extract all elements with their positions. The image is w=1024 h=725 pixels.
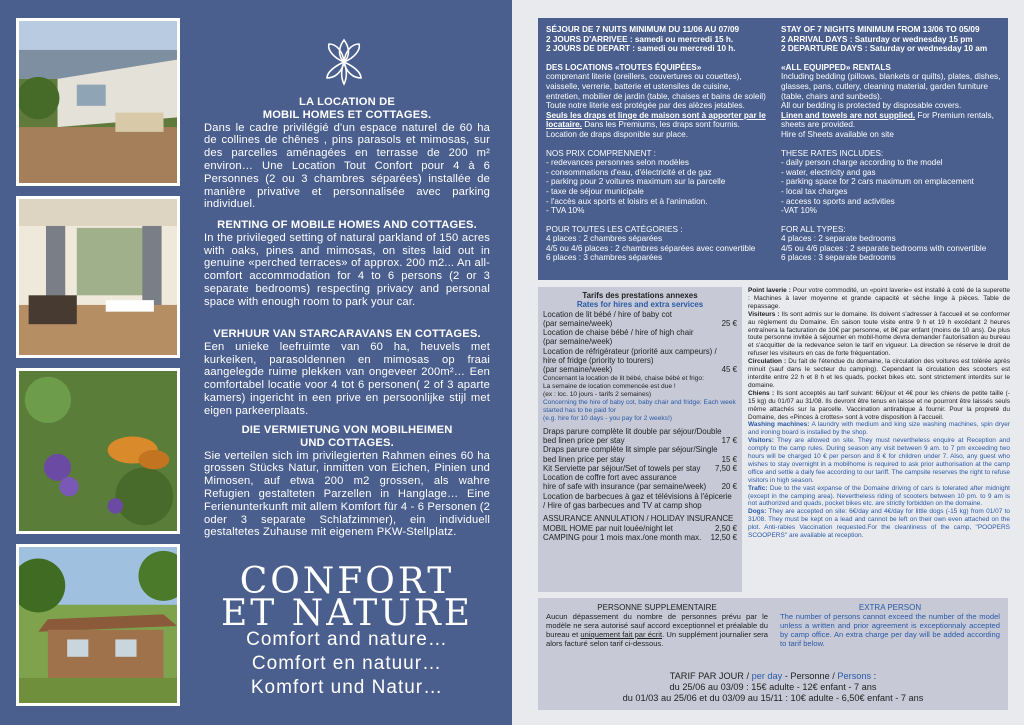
rule-dogs-en-title: Dogs: bbox=[748, 508, 767, 516]
low-season-rate: du 01/03 au 25/06 et du 03/09 au 15/11 : 10€ adulte - 6,50€ enfant - 7 ans bbox=[622, 693, 924, 703]
extra-person-en-text: The number of persons cannot exceed the number of the model unless a written and prior agreement is exceptionnaly accepted by camp office. An extra charge per day will be added according to tarif below. bbox=[780, 612, 1000, 648]
de-title-line2: UND COTTAGES. bbox=[300, 436, 394, 449]
page-spine bbox=[512, 0, 524, 725]
fr-includes-title: NOS PRIX COMPRENNENT : bbox=[546, 148, 656, 158]
en-include-4: - local tax charges bbox=[781, 186, 848, 196]
photo-cottage bbox=[16, 544, 180, 706]
rule-laundry-text: Pour votre commodité, un «point laverie» est installé à coté de la superette : Machines à laver moyenne et grande capacité et sèche linge à pièces. Table de repassage. bbox=[748, 287, 1010, 310]
rate-value: 20 € bbox=[721, 482, 737, 492]
fr-include-5: - l'accès aux sports et loisirs et à l'animation. bbox=[546, 196, 708, 206]
en-category-3: 6 places : 3 separate bedrooms bbox=[781, 253, 896, 263]
rate-label: Location de barbecues à gaz et télévisions à l'épicerie bbox=[543, 491, 732, 501]
rate-label: hire of fridge (priority to tourers) bbox=[543, 356, 654, 366]
fr-include-4: - taxe de séjour municipale bbox=[546, 186, 644, 196]
hire-note-fr-2: La semaine de location commencée est due ! bbox=[543, 382, 676, 390]
fr-title-line1: LA LOCATION DE bbox=[299, 96, 395, 108]
stay-info-box bbox=[538, 18, 1008, 280]
rate-row bbox=[543, 365, 737, 374]
fr-category-2: 4/5 ou 4/6 places : 2 chambres séparées avec convertible bbox=[546, 243, 756, 253]
fr-categories-title: POUR TOUTES LES CATÉGORIES : bbox=[546, 224, 683, 234]
en-include-5: - access to sports and activities bbox=[781, 196, 895, 206]
subtitle-de: Komfort und Natur… bbox=[250, 677, 444, 698]
extra-person-fr-text: Aucun dépassement du nombre de personnes prévu par le modèle ne sera autorisé sauf accord exceptionnel et préalable du bureau et bbox=[546, 612, 768, 639]
fr-min-stay: SÉJOUR DE 7 NUITS MINIMUM DU 11/06 AU 07/09 bbox=[546, 25, 740, 34]
en-include-2: - water, electricity and gas bbox=[781, 167, 876, 177]
rule-visitors-en-title: Visitors: bbox=[748, 437, 774, 445]
rate-value: 15 € bbox=[721, 454, 737, 464]
en-rentals-title: «ALL EQUIPPED» RENTALS bbox=[781, 62, 891, 72]
rate-label: bed linen price per stay bbox=[543, 435, 625, 445]
fr-category-1: 4 places : 2 chambres séparées bbox=[546, 234, 663, 244]
rate-row bbox=[543, 436, 737, 445]
stay-info-en bbox=[781, 25, 1001, 263]
en-premium-note: For Premium rentals, sheets are provided. bbox=[781, 110, 994, 130]
rule-dogs-en-text: They are accepted on site: 6€/day and 4€/day for little dogs (-15 kg) from 01/07 to 31/08. They must be kept on a lead and cannot be left on their own even attached on the plot. Anti-rabies Vaccination requested.For the cleanliness of the camp, "POOPERS SCOOPERS" are available at reception. bbox=[748, 508, 1010, 540]
de-intro-section bbox=[204, 424, 490, 539]
fr-include-6: - TVA 10% bbox=[546, 206, 585, 216]
rule-traffic-text: Du fait de l'étendue du domaine, la circulation des voitures est tolérée après minuit (sauf dans le secteur du camping). Cependant la circulation des scooters est interdite entre 22 h et 8 h et les quads, pocket bikes etc. sont strictement interdits sur le domaine. bbox=[748, 358, 1010, 389]
hire-note-fr-1: Concernant la location de lit bébé, chaise bébé et frigo: bbox=[543, 374, 704, 382]
en-include-3: - parking space for 2 cars maximum on emplacement bbox=[781, 177, 974, 187]
rate-label: Location de réfrigérateur (priorité aux campeurs) / bbox=[543, 346, 717, 356]
fr-arrival-days: 2 JOURS D'ARRIVEE : samedi ou mercredi 15 h. bbox=[546, 34, 734, 44]
nl-intro-section bbox=[204, 328, 490, 418]
de-intro-text: Sie verteilen sich im privilegierten Rahmen eines 60 ha grossen Stücks Natur, inmitten von Eichen, Pinien und Mimosen, auf etwa 200 m2 grossen, als wahre Refugien gestalteten Parzellen in Hanglage… Eine Ferienunterkunft mit allem Komfort für 4 - 6 Personen (2 oder 3 separate Schlafzimmer), ein individuell gestaltetes Zuhause mit eigenem PKW-Stellplatz. bbox=[204, 449, 490, 539]
en-category-2: 4/5 ou 4/6 places : 2 separate bedrooms with convertible bbox=[781, 243, 987, 253]
photo-butterfly-flowers bbox=[16, 368, 180, 534]
rate-label: (par semaine/week) bbox=[543, 318, 613, 328]
persons-label-en: Persons bbox=[837, 671, 872, 681]
rule-visitors-text: Ils sont admis sur le domaine. Ils doivent s'adresser à l'accueil et se conformer au règlement du Domaine. En saison toute visite entre 9 h et 19 h excédant 2 heures entraînera la facturation de 10€ par personne, et 8€ par enfant (moins de 10 ans). De plus toute personne invitée à séjourner en mobil-home devra demander l'autorisation au bureau et s'acquitter de la redevance selon le tarif en vigueur. La direction se réserve le droit de refuser les visiteurs en cas de forte fréquentation. bbox=[748, 310, 1011, 358]
rate-label: MOBIL HOME par nuit louée/night let bbox=[543, 523, 673, 533]
rate-row bbox=[543, 328, 737, 337]
fr-linen-note: Seuls les draps et linge de maison sont à apporter par le locataire. bbox=[546, 110, 766, 130]
nl-title: VERHUUR VAN STARCARAVANS EN COTTAGES. bbox=[213, 328, 481, 340]
hire-note-en-1: Concerning the hire of baby cot, baby chair and fridge: Each week started has to be paid for bbox=[543, 398, 736, 414]
rate-value: 2,50 € bbox=[715, 523, 737, 533]
hire-note-fr-3: (ex : loc. 10 jours - tarifs 2 semaines) bbox=[543, 390, 652, 398]
rate-row bbox=[543, 464, 737, 473]
rate-row bbox=[543, 455, 737, 464]
rule-visitors-en-text: They are allowed on site. They must nevertheless enquire at Reception and comply to the camp rules. During season any visit between 9 am. to 7 pm exceeding two hours will be charged 10 € per person and 8 € for children under 7. Also, any guest who wishes to stay overnight in a mobilhome is required to ask prior authorisation at the camp office and settle a daily fee according to our tariff. The campsite reserves the right to refuse visitors in high season. bbox=[748, 437, 1010, 484]
daily-rate-label-fr: TARIF PAR JOUR / bbox=[669, 671, 752, 681]
rate-row bbox=[543, 347, 737, 356]
extra-person-fr-title: PERSONNE SUPPLEMENTAIRE bbox=[597, 603, 717, 612]
rule-trafic-en-title: Trafic: bbox=[748, 484, 768, 492]
fr-category-3: 6 places : 3 chambres séparées bbox=[546, 253, 663, 263]
camp-rules bbox=[748, 287, 1010, 540]
en-bedding-note: All our bedding is protected by disposable covers. bbox=[781, 101, 962, 111]
en-sheets-hire: Hire of Sheets available on site bbox=[781, 129, 894, 139]
extra-services-rates bbox=[538, 287, 742, 592]
photo-terrace-mobile-home bbox=[16, 18, 180, 186]
en-include-6: -VAT 10% bbox=[781, 206, 817, 216]
rule-visitors-title: Visiteurs : bbox=[748, 310, 780, 318]
rate-label: Location de chaise bébé / hire of high chair bbox=[543, 328, 694, 338]
colon: : bbox=[871, 671, 877, 681]
fr-intro-text: Dans le cadre privilégié d'un espace naturel de 60 ha de collines de chênes , pins parasols et mimosas, sur des parcelles aménagées en terrasse de 200 m² environ… Une Location Tout Confort pour 4 à 6 Personnes (2 ou 3 chambres séparées) installée de manière privative et personnalisée avec parking individuel. bbox=[204, 121, 490, 211]
subtitle-nl: Comfort en natuur… bbox=[251, 653, 443, 674]
rule-washing-text: A laundry with medium and king size washing machines, spin dryer and ironing board is installed by the shop. bbox=[748, 421, 1010, 437]
hire-note-en-2: (e.g. hire for 10 days - you pay for 2 weeks!) bbox=[543, 414, 673, 422]
headline-confort: CONFORT bbox=[239, 561, 455, 602]
rate-label: CAMPING pour 1 mois max./one month max. bbox=[543, 532, 702, 542]
rate-label: Location de coffre fort avec assurance bbox=[543, 473, 677, 483]
insurance-title: ASSURANCE ANNULATION / HOLIDAY INSURANCE bbox=[543, 514, 734, 524]
rate-row bbox=[543, 501, 737, 510]
fr-title-line2: MOBIL HOMES ET COTTAGES. bbox=[262, 108, 432, 121]
en-arrival-days: 2 ARRIVAL DAYS : Saturday or wednesday 15 pm bbox=[781, 34, 973, 44]
fr-bedding-note: Toute notre literie est protégée par des alèzes jetables. bbox=[546, 101, 745, 111]
rule-trafic-en-text: Due to the vast expanse of the Domaine driving of cars is tolerated after midnight (except in the camping area). Nevertheless riding of scooters between 10 pm. to 9 am is not authorized and quads, pocket bikes etc. are strictly forbidden on the domaine. bbox=[748, 484, 1010, 508]
rate-row bbox=[543, 492, 737, 501]
fr-include-1: - redevances personnes selon modèles bbox=[546, 158, 689, 168]
en-category-1: 4 places : 2 separate bedrooms bbox=[781, 234, 896, 244]
extra-person-box bbox=[538, 598, 1008, 710]
en-min-stay: STAY OF 7 NIGHTS MINIMUM FROM 13/06 TO 05/09 bbox=[781, 25, 980, 34]
en-include-1: - daily person charge according to the model bbox=[781, 158, 943, 168]
rate-value: 12,50 € bbox=[710, 532, 737, 542]
rate-value: 45 € bbox=[721, 365, 737, 375]
en-departure-days: 2 DEPARTURE DAYS : Saturday or wednesday 10 am bbox=[781, 44, 988, 54]
rate-row bbox=[543, 356, 737, 365]
headline-et-nature: ET NATURE bbox=[221, 593, 473, 634]
rate-label: / Hire of gas barbecues and TV at camp shop bbox=[543, 501, 702, 511]
fr-rentals-text: comprenant literie (oreillers, couvertures ou couettes), vaisselle, verrerie, batterie et ustensiles de cuisine, entretien, mobilier de jardin (table, chaises et bains de soleil) bbox=[546, 72, 766, 101]
fr-include-2: - consommations d'eau, d'électricité et de gaz bbox=[546, 167, 712, 177]
rates-title-fr: Tarifs des prestations annexes bbox=[582, 291, 698, 300]
rule-laundry-title: Point laverie : bbox=[748, 287, 791, 294]
rate-row bbox=[543, 337, 737, 346]
rate-label: hire of safe with insurance (par semaine/week) bbox=[543, 482, 707, 492]
daily-rate-title bbox=[538, 671, 1008, 682]
rule-dogs-title: Chiens : bbox=[748, 389, 775, 397]
en-includes-title: THESE RATES INCLUDES: bbox=[781, 148, 884, 158]
en-linen-note: Linen and towels are not supplied. bbox=[781, 110, 916, 120]
rate-value: 7,50 € bbox=[715, 463, 737, 473]
fr-premium-note: Dans les Premiums, les draps sont fournis. Location de draps disponible sur place. bbox=[546, 120, 740, 139]
flower-logo-icon bbox=[317, 32, 371, 88]
rate-label: bed linen price per stay bbox=[543, 454, 625, 464]
rate-row bbox=[543, 310, 737, 319]
fr-departure-days: 2 JOURS DE DEPART : samedi ou mercredi 10 h. bbox=[546, 44, 736, 54]
rate-label: Kit Serviette par séjour/Set of towels per stay bbox=[543, 463, 701, 473]
fr-include-3: - parking pour 2 voitures maximum sur la parcelle bbox=[546, 177, 726, 187]
rate-label: (par semaine/week) bbox=[543, 337, 613, 347]
rate-row bbox=[543, 533, 737, 542]
extra-person-fr-underlined: uniquement fait par écrit bbox=[580, 630, 663, 639]
rate-row bbox=[543, 482, 737, 491]
daily-rate-label-en: per day bbox=[751, 671, 783, 681]
de-title-line1: DIE VERMIETUNG VON MOBILHEIMEN bbox=[241, 424, 453, 436]
rate-label: Draps parure complète lit simple par séjour/Single bbox=[543, 445, 718, 455]
rate-label: Draps parure complète lit double par séjour/Double bbox=[543, 426, 722, 436]
en-title: RENTING OF MOBILE HOMES AND COTTAGES. bbox=[217, 219, 477, 231]
rate-row bbox=[543, 427, 737, 436]
rate-label: (par semaine/week) bbox=[543, 365, 613, 375]
extra-person-fr-text-end: . Un supplément journalier sera alors facturé selon tarif ci-dessous. bbox=[546, 630, 768, 648]
subtitle-en: Comfort and nature… bbox=[246, 629, 448, 650]
rule-traffic-title: Circulation : bbox=[748, 358, 787, 366]
rate-row bbox=[543, 319, 737, 328]
stay-info-fr bbox=[546, 25, 766, 263]
rule-dogs-text: Ils sont acceptés au tarif suivant: 6€/jour et 4€ pour les chiens de petite taille (- 15 kg) du 01/07 au 31/08. Ils devront être tenus en laisse et ne pourront être laissés seuls même attachés sur la parcelle. Vaccination antirabique à fournir. Pour la propreté du Domaine, des «Pinces à crottes» sont à votre disposition à l'accueil. bbox=[748, 389, 1010, 421]
en-intro-text: In the privileged setting of natural parkland of 150 acres with oaks, pines and mimosas, on sites laid out in genuine «perched terraces» of approx. 200 m2... An all-comfort accommodation for 4 to 6 persons (2 or 3 separate bedrooms) respecting privacy and personal space with enough room to park your car. bbox=[204, 231, 490, 308]
rate-value: 17 € bbox=[721, 435, 737, 445]
rate-row bbox=[543, 524, 737, 533]
en-intro-section bbox=[204, 219, 490, 309]
rate-row bbox=[543, 473, 737, 482]
persons-label-fr: - Personne / bbox=[782, 671, 838, 681]
rate-row bbox=[543, 445, 737, 454]
rate-value: 25 € bbox=[721, 318, 737, 328]
extra-person-en-title: EXTRA PERSON bbox=[858, 603, 922, 612]
rates-title-en: Rates for hires and extra services bbox=[576, 300, 704, 310]
fr-rentals-title: DES LOCATIONS «TOUTES ÉQUIPÉES» bbox=[546, 62, 702, 72]
extra-person-en bbox=[780, 603, 1000, 648]
photo-interior bbox=[16, 196, 180, 358]
en-categories-title: FOR ALL TYPES: bbox=[781, 224, 846, 234]
rule-washing-title: Washing machines: bbox=[748, 421, 810, 429]
nl-intro-text: Een unieke leefruimte van 60 ha, heuvels met kurkeiken, parasoldennen en mimosas op fraai aangelegde ruime plekken van ongeveer 200m²… Een comfortabel locatie voor 4 tot 6 personen( 2 of 3 aparte kamers) ingericht in een prive en persoonlijke stijl met eigen parkeerplaats. bbox=[204, 340, 490, 417]
fr-intro-section bbox=[204, 96, 490, 211]
high-season-rate: du 25/06 au 03/09 : 15€ adulte - 12€ enfant - 7 ans bbox=[669, 682, 877, 692]
en-rentals-text: Including bedding (pillows, blankets or quilts), plates, dishes, glasses, pans, cutlery, cleaning material, garden furniture (table, chairs and sunbeds). bbox=[781, 72, 1001, 101]
rate-label: Location de lit bébé / hire of baby cot bbox=[543, 309, 672, 319]
extra-person-fr bbox=[546, 603, 768, 648]
